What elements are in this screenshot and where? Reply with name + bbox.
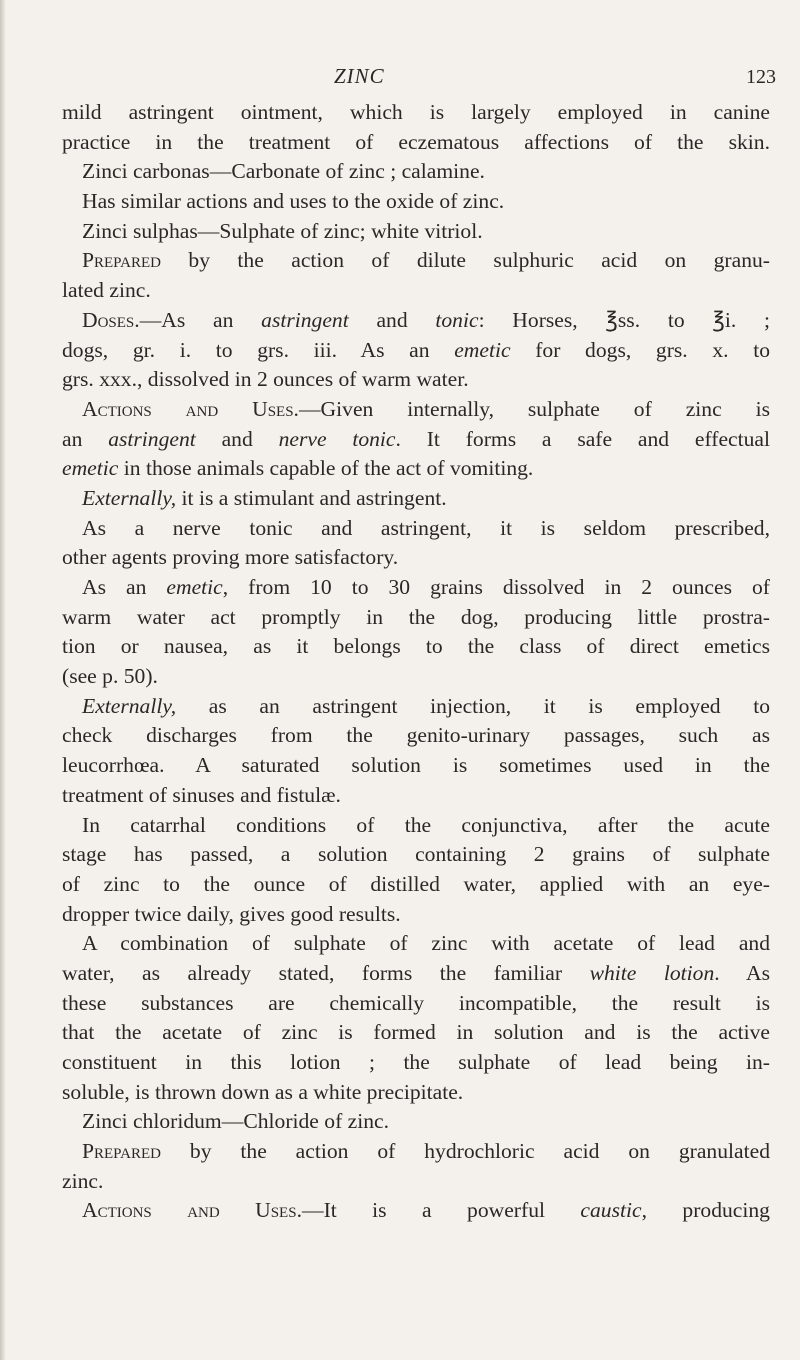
text-line: tion or nausea, as it belongs to the class of direct emetics [62,634,770,659]
text-line: leucorrhœa. A saturated solution is sometimes used in the [62,753,770,778]
page-body [62,98,770,1226]
text-line: grs. xxx., dissolved in 2 ounces of warm water. [62,367,469,392]
text-line: Externally, it is a stimulant and astringent. [82,485,447,510]
doses-line: Doses.—As an astringent and tonic: Horses, ℥ss. to ℥i. ; [82,307,770,332]
page-number: 123 [746,66,776,88]
text-line: other agents proving more satisfactory. [62,545,399,570]
text-line: stage has passed, a solution containing 2 grains of sulphate [62,842,770,867]
text-line: warm water act promptly in the dog, producing little prostra- [62,604,770,629]
text-line: practice in the treatment of eczematous affections of the skin. [62,129,770,154]
running-head: ZINC [334,64,385,88]
text-line: constituent in this lotion ; the sulphate of lead being in- [62,1050,770,1074]
page-edge-shadow [0,0,6,1360]
text-line: an astringent and nerve tonic. It forms a safe and effectual [62,426,771,451]
heading-zinci-chloridum: Zinci chloridum—Chloride of zinc. [82,1109,390,1134]
text-line: A combination of sulphate of zinc with acetate of lead and [82,931,770,956]
text-line: In catarrhal conditions of the conjunctiva, after the acute [82,812,770,837]
text-line: water, as already stated, forms the familiar white lotion. As [62,960,770,985]
heading-zinci-carbonas: Zinci carbonas—Carbonate of zinc ; calamine. [82,159,485,184]
text-line: lated zinc. [62,278,151,303]
text-line: (see p. 50). [62,664,158,689]
text-line: zinc. [62,1168,104,1193]
page-header [0,64,800,94]
actions-uses-line: Actions and Uses.—Given internally, sulphate of zinc is [82,396,770,421]
text-line: these substances are chemically incompatible, the result is [62,990,770,1015]
heading-zinci-sulphas: Zinci sulphas—Sulphate of zinc; white vitriol. [82,218,483,243]
text-line: soluble, is thrown down as a white precipitate. [62,1079,464,1104]
text-line: of zinc to the ounce of distilled water, applied with an eye- [62,871,770,896]
text-line: dogs, gr. i. to grs. iii. As an emetic for dogs, grs. x. to [62,337,770,362]
text-line: Prepared by the action of dilute sulphuric acid on granu- [82,248,770,273]
actions-uses-line: Actions and Uses.—It is a powerful caustic, producing [82,1198,770,1223]
text-line: As an emetic, from 10 to 30 grains dissolved in 2 ounces of [82,575,770,599]
text-line: emetic in those animals capable of the act of vomiting. [62,456,534,481]
text-line: mild astringent ointment, which is largely employed in canine [62,100,770,124]
text-line: Has similar actions and uses to the oxide of zinc. [82,189,505,214]
text-line: check discharges from the genito-urinary passages, such as [62,723,770,748]
text-line: Externally, as an astringent injection, it is employed to [82,693,770,718]
text-line: Prepared by the action of hydrochloric acid on granulated [82,1139,770,1164]
text-line: that the acetate of zinc is formed in solution and is the active [62,1020,770,1045]
text-line: dropper twice daily, gives good results. [62,901,401,926]
text-line: treatment of sinuses and fistulæ. [62,782,341,807]
text-line: As a nerve tonic and astringent, it is seldom prescribed, [82,515,770,540]
